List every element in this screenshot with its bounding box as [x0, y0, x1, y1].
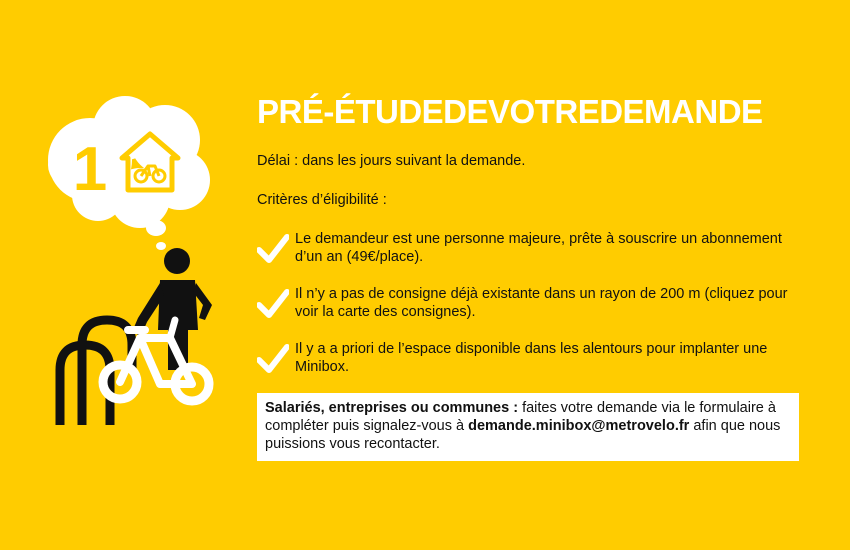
contact-email-link[interactable]: demande.minibox@metrovelo.fr: [468, 418, 690, 434]
criterion-item: [257, 285, 802, 321]
page-title: PRÉ-ÉTUDEDEVOTREDEMANDE: [257, 93, 763, 130]
criterion-text[interactable]: Il n’y a pas de consigne déjà existante dans un rayon de 200 m (cliquez pour voir la carte des consignes).: [295, 286, 788, 320]
note-text-after: afin que nous puissions vous recontacter.: [265, 418, 781, 452]
criterion-text: Le demandeur est une personne majeure, prête à souscrire un abonnement d’un an (49€/place).: [295, 231, 782, 265]
step-number: 1: [72, 135, 108, 204]
illustration: [0, 0, 260, 550]
criterion-item: [257, 340, 802, 376]
bicycle-icon: [103, 320, 209, 401]
delay-text: Délai : dans les jours suivant la demande.: [257, 153, 526, 169]
contact-note: [257, 393, 799, 461]
criteria-label: Critères d’éligibilité :: [257, 192, 387, 208]
main-content: [257, 92, 802, 461]
check-icon: [257, 344, 289, 374]
check-icon: [257, 234, 289, 264]
criterion-text: Il y a a priori de l’espace disponible dans les alentours pour implanter une Minibox.: [295, 341, 768, 375]
note-lead: Salariés, entreprises ou communes :: [265, 400, 519, 416]
criteria-list: [257, 230, 802, 376]
check-icon: [257, 289, 289, 319]
note-text-before: faites votre demande via le formulaire à compléter puis signalez-vous à: [265, 400, 776, 434]
criterion-item: [257, 230, 802, 266]
